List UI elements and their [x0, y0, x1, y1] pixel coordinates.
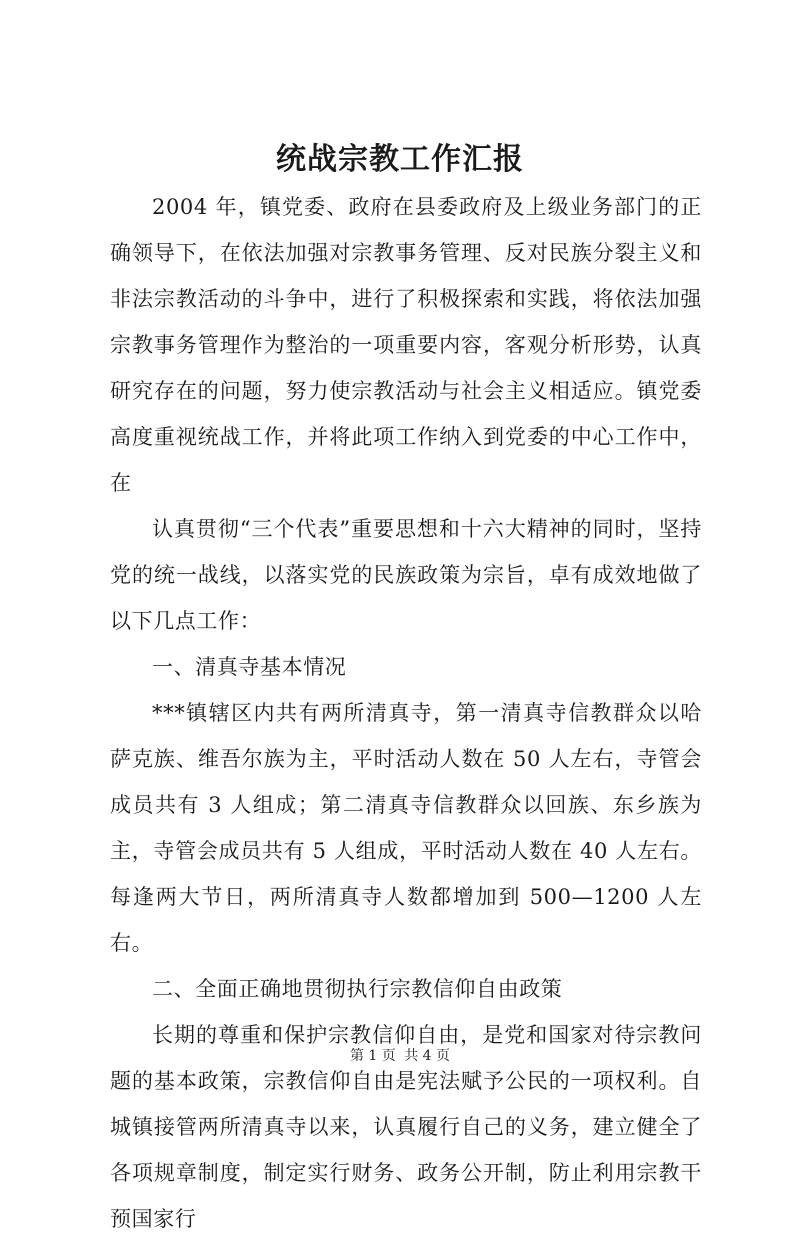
page-footer [0, 1046, 800, 1066]
document-title: 统战宗教工作汇报 [276, 142, 524, 177]
section-heading-1: 一、清真寺基本情况 [152, 655, 347, 679]
page-total: 共 4 页 [404, 1048, 451, 1064]
paragraph-continuation: 认真贯彻“三个代表”重要思想和十六大精神的同时，坚持党的统一战线，以落实党的民族政策为宗旨，卓有成效地做了以下几点工作： [110, 517, 702, 633]
paragraph-intro: 2004 年，镇党委、政府在县委政府及上级业务部门的正确领导下，在依法加强对宗教事务管理、反对民族分裂主义和非法宗教活动的斗争中，进行了积极探索和实践，将依法加强宗教事务管理作为整治的一项重要内容，客观分析形势，认真研究存在的问题，努力使宗教活动与社会主义相适应。镇党委高度重视统战工作，并将此项工作纳入到党委的中心工作中，在 [110, 195, 702, 495]
page-number: 第 1 页 [349, 1048, 396, 1064]
paragraph-mosque-info: ***镇辖区内共有两所清真寺，第一清真寺信教群众以哈萨克族、维吾尔族为主，平时活动人数在 50 人左右，寺管会成员共有 3 人组成；第二清真寺信教群众以回族、东乡族为主，寺管会成员共有 5 人组成，平时活动人数在 40 人左右。每逢两大节日，两所清真寺人数都增加到 500—1200 人左右。 [110, 701, 702, 955]
section-heading-2: 二、全面正确地贯彻执行宗教信仰自由政策 [152, 977, 563, 1001]
document-body [110, 184, 702, 1242]
paragraph-policy: 长期的尊重和保护宗教信仰自由，是党和国家对待宗教问题的基本政策，宗教信仰自由是宪法赋予公民的一项权利。自城镇接管两所清真寺以来，认真履行自己的义务，建立健全了各项规章制度，制定实行财务、政务公开制，防止利用宗教干预国家行 [110, 1023, 702, 1231]
